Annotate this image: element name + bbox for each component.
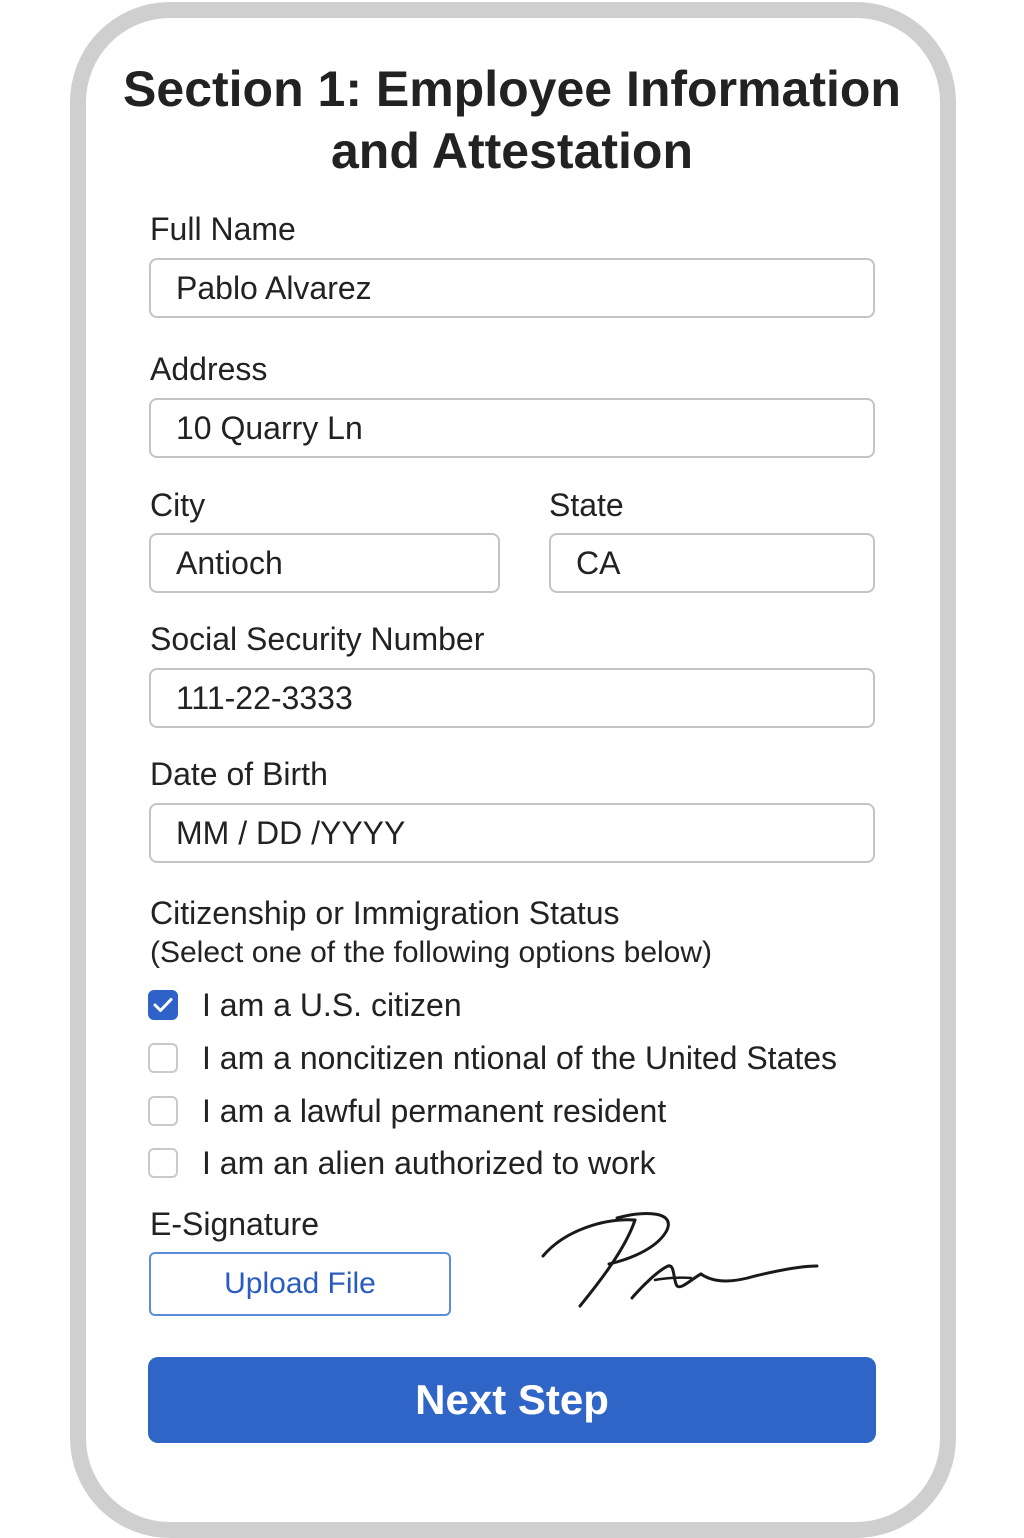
dob-input[interactable] <box>149 803 875 863</box>
city-input[interactable] <box>149 533 500 593</box>
ssn-label: Social Security Number <box>150 621 485 657</box>
state-label: State <box>549 487 624 523</box>
status-option-alien-authorized[interactable] <box>148 1143 656 1183</box>
status-option-label: I am a lawful permanent resident <box>202 1093 667 1129</box>
status-checkbox-citizen[interactable] <box>148 990 178 1020</box>
status-option-noncitizen-national[interactable] <box>148 1038 837 1078</box>
full-name-label: Full Name <box>150 211 296 247</box>
address-label: Address <box>150 351 268 387</box>
status-checkbox-noncitizen-national[interactable] <box>148 1043 178 1073</box>
dob-label: Date of Birth <box>150 756 328 792</box>
signature-label: E-Signature <box>150 1206 319 1242</box>
status-option-label: I am an alien authorized to work <box>202 1145 656 1181</box>
status-checkbox-alien-authorized[interactable] <box>148 1148 178 1178</box>
checkmark-icon <box>153 997 173 1013</box>
signature-image <box>535 1200 825 1315</box>
status-label: Citizenship or Immigration Status <box>150 895 620 931</box>
status-option-permanent-resident[interactable] <box>148 1091 666 1131</box>
full-name-input[interactable] <box>149 258 875 318</box>
state-input[interactable] <box>549 533 875 593</box>
ssn-input[interactable] <box>149 668 875 728</box>
status-option-label: I am a U.S. citizen <box>202 987 462 1023</box>
page-title: Section 1: Employee Information and Attestation <box>123 61 901 179</box>
next-step-button[interactable]: Next Step <box>148 1357 876 1443</box>
address-input[interactable] <box>149 398 875 458</box>
status-option-citizen[interactable] <box>148 985 462 1025</box>
upload-file-button[interactable]: Upload File <box>149 1252 451 1316</box>
status-checkbox-permanent-resident[interactable] <box>148 1096 178 1126</box>
city-label: City <box>150 487 206 523</box>
status-note: (Select one of the following options below) <box>150 936 713 969</box>
status-option-label: I am a noncitizen ntional of the United States <box>202 1040 838 1076</box>
